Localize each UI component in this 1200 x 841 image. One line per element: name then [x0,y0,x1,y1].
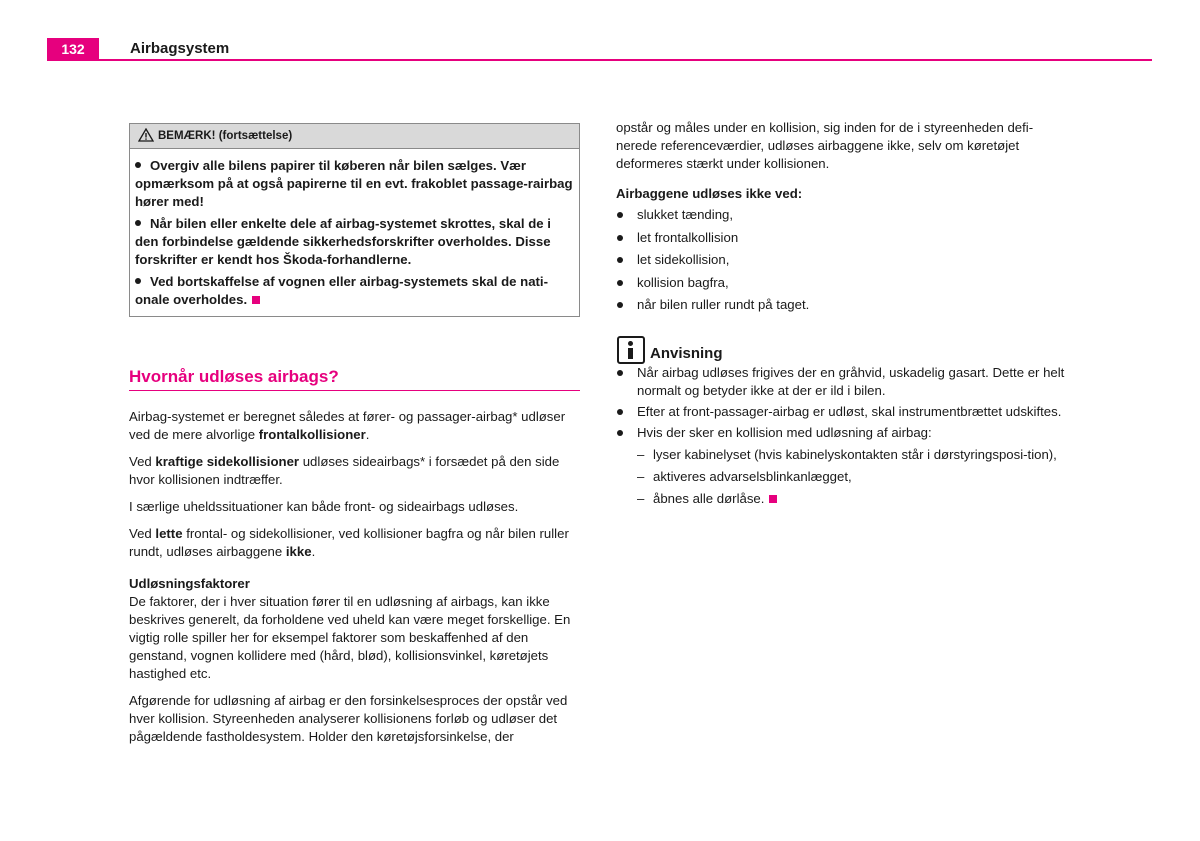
bullet-icon [617,212,623,218]
warning-item [135,273,575,309]
warning-body [130,149,579,316]
subheading: Airbaggene udløses ikke ved: [616,186,803,201]
bullet-icon [617,235,623,241]
paragraph: Ved kraftige sidekollisioner udløses sideairbags* i forsædet på den side hvor kollisionen indtræffer. [129,454,560,487]
bullet-icon [617,430,623,436]
list-item: Efter at front-passager-airbag er udløst, skal instrumentbrættet udskiftes. [616,403,1066,421]
bullet-icon [617,302,623,308]
warning-item [135,157,575,211]
right-column [616,119,1066,512]
bullet-icon [135,162,141,168]
warning-heading-text: BEMÆRK! (fortsættelse) [158,130,293,142]
warning-item-text: Ved bortskaffelse af vognen eller airbag-systemets skal de nati-onale overholdes. [135,274,548,307]
warning-box [129,123,580,317]
sub-list-item: – aktiveres advarselsblinkanlægget, [637,469,852,484]
info-icon [617,336,645,364]
paragraph: De faktorer, der i hver situation fører til en udløsning af airbags, kan ikke beskrives generelt, da forholdene ved uheld kan være meget forskellige. En vigtig rolle spiller her for eksempel faktorer som beskaffenhed af den genstand, vognen kollidere med (hård, blød), kollisionsvinkel, køretøjets hastighed etc. [129,594,571,681]
end-mark-icon [252,296,260,304]
paragraph: I særlige uheldssituationer kan både front- og sideairbags udløses. [129,499,519,514]
sub-list-item: – lyser kabinelyset (hvis kabinelyskontakten står i dørstyringsposi-tion), [637,447,1057,462]
end-mark-icon [769,495,777,503]
bullet-icon [617,409,623,415]
bullet-icon [617,280,623,286]
list-item: Hvis der sker en kollision med udløsning af airbag: – lyser kabinelyset (hvis kabinelyskontakten står i dørstyringsposi-tion), – aktiveres advarselsblinkanlægget, – åbnes alle dørlåse. [616,424,1066,508]
chapter-title: Airbagsystem [130,40,230,57]
note-list [616,364,1066,508]
sub-list-item: – åbnes alle dørlåse. [637,490,1066,508]
list-item: slukket tænding, [616,206,1066,224]
header-rule [47,59,1152,61]
paragraph: Afgørende for udløsning af airbag er den forsinkelsesproces der opstår ved hver kollision. Styreenheden analyserer kollisionens forløb og udløser det pågældende fastholdesystem. Holder den køretøjsforsinkelse, der [129,693,568,744]
warning-heading [130,124,579,149]
page-header [47,38,1152,60]
page-number: 132 [47,38,99,60]
paragraph: Airbag-systemet er beregnet således at fører- og passager-airbag* udløser ved de mere alvorlige frontalkollisioner. [129,409,566,442]
section-title: Hvornår udløses airbags? [129,366,580,391]
warning-item-text: Overgiv alle bilens papirer til køberen når bilen sælges. Vær opmærksom på at også papirerne til en evt. frakoblet passage-rairbag hører med! [135,158,573,209]
note-title: Anvisning [650,345,723,362]
list-item: når bilen ruller rundt på taget. [616,296,1066,314]
bullet-icon [617,370,623,376]
subheading: Udløsningsfaktorer [129,576,250,591]
list-item: let frontalkollision [616,229,1066,247]
note-heading [616,336,1066,364]
warning-item [135,215,575,269]
list-item: let sidekollision, [616,251,1066,269]
warning-triangle-icon [138,128,154,142]
paragraph: Ved lette frontal- og sidekollisioner, ved kollisioner bagfra og når bilen ruller rundt, udløses airbaggene ikke. [129,526,569,559]
not-triggered-list [616,206,1066,314]
list-item: kollision bagfra, [616,274,1066,292]
warning-item-text: Når bilen eller enkelte dele af airbag-systemet skrottes, skal de i den forbindelse gældende sikkerhedsforskrifter overholdes. Disse forskrifter er kendt hos Škoda-forhandlerne. [135,216,551,267]
bullet-icon [617,257,623,263]
left-column [129,123,580,755]
bullet-icon [135,278,141,284]
bullet-icon [135,220,141,226]
sub-list [637,446,1066,508]
paragraph: opstår og måles under en kollision, sig inden for de i styreenheden defi-nerede referenceværdier, udløses airbaggene ikke, selv om køretøjet deformeres stærkt under kollisionen. [616,120,1034,171]
list-item: Når airbag udløses frigives der en gråhvid, uskadelig gasart. Dette er helt normalt og betyder ikke at der er ild i bilen. [616,364,1066,400]
